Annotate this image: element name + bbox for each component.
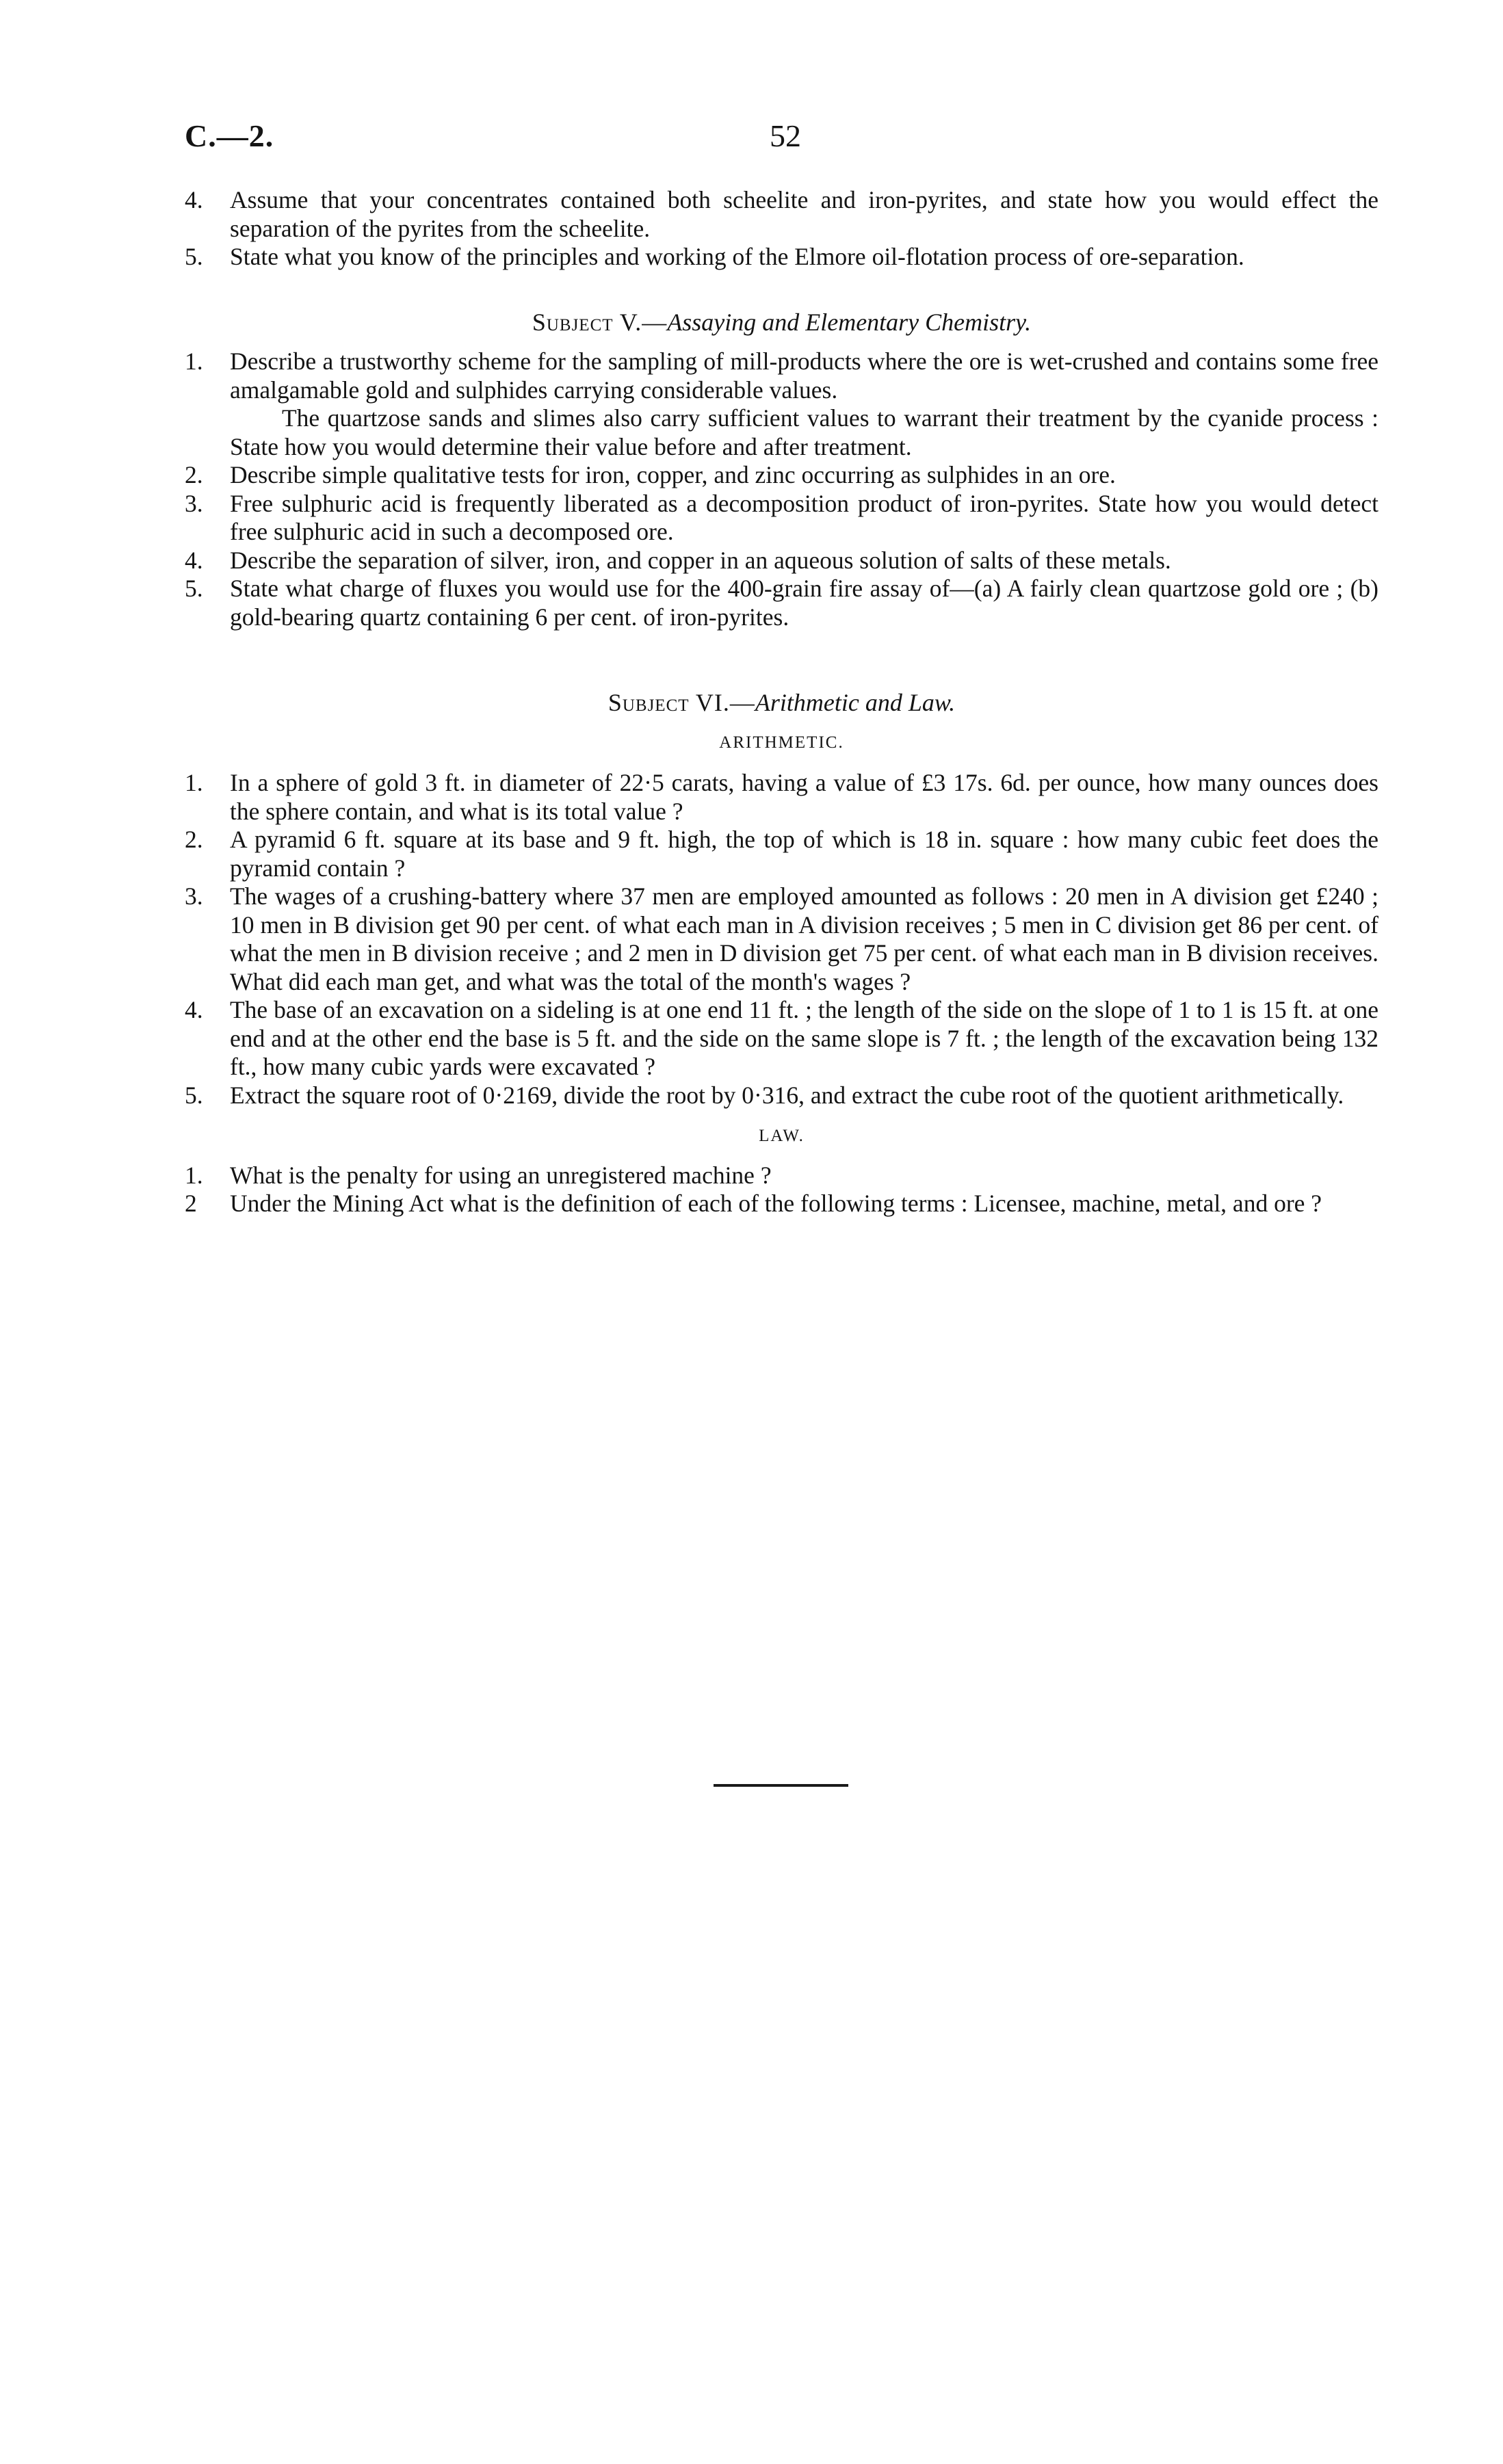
section-heading-arithmetic: ARITHMETIC. [719, 733, 844, 752]
subject-prefix: Subject VI.— [607, 689, 755, 716]
question-item [185, 186, 1378, 243]
question-text: Describe the separation of silver, iron, and copper in an aqueous solution of salts of these metals. [230, 546, 1171, 574]
question-number: 2. [185, 826, 203, 853]
question-number: 1. [185, 1161, 203, 1189]
subject-title: Assaying and Elementary Chemistry. [667, 308, 1032, 336]
question-text: Assume that your concentrates contained both scheelite and iron-pyrites, and state how you would effect the separation of the pyrites from the scheelite. [230, 186, 1378, 242]
subject-heading [185, 689, 1378, 718]
question-item [185, 243, 1378, 272]
question-number: 5. [185, 575, 203, 602]
question-text: Extract the square root of 0·2169, divide the root by 0·316, and extract the cube root of the quotient arithmetically. [230, 1081, 1344, 1109]
question-item [185, 769, 1378, 826]
question-text: Under the Mining Act what is the definition of each of the following terms : Licensee, machine, metal, and ore ? [230, 1190, 1322, 1217]
question-text: What is the penalty for using an unregistered machine ? [230, 1161, 772, 1189]
question-number: 3. [185, 489, 203, 517]
question-item [185, 826, 1378, 882]
question-number: 1. [185, 348, 203, 375]
question-text: Free sulphuric acid is frequently liberated as a decomposition product of iron-pyrites. State how you would detect free sulphuric acid in such a decomposed ore. [230, 489, 1378, 545]
question-item [185, 490, 1378, 547]
question-item [185, 882, 1378, 996]
question-text: Describe simple qualitative tests for iron, copper, and zinc occurring as sulphides in an ore. [230, 461, 1116, 488]
subject-title: Arithmetic and Law. [755, 689, 956, 716]
question-item [185, 348, 1378, 461]
question-number: 4. [185, 546, 203, 574]
question-item [185, 1082, 1378, 1110]
question-item [185, 996, 1378, 1082]
question-number: 5. [185, 1081, 203, 1109]
question-item [185, 575, 1378, 631]
page-content [185, 186, 1378, 1218]
question-number: 5. [185, 243, 203, 270]
question-text: State what you know of the principles and working of the Elmore oil-flotation process of ore-separation. [230, 243, 1244, 270]
section-heading-law: LAW. [759, 1127, 805, 1145]
closing-rule [714, 1784, 848, 1787]
question-text: In a sphere of gold 3 ft. in diameter of 22·5 carats, having a value of £3 17s. 6d. per ounce, how many ounces does the sphere contain, and what is its total value ? [230, 769, 1378, 825]
question-number: 2. [185, 461, 203, 488]
question-item [185, 1190, 1378, 1218]
question-number: 2 [185, 1190, 197, 1217]
question-text-continued: The quartzose sands and slimes also carry sufficient values to warrant their treatment by the cyanide process : State how you would determine their value before and after treatment. [230, 404, 1378, 460]
question-text: Describe a trustworthy scheme for the sampling of mill-products where the ore is wet-crushed and contains some free amalgamable gold and sulphides carrying considerable values. [230, 348, 1378, 404]
question-number: 1. [185, 769, 203, 796]
question-number: 4. [185, 186, 203, 213]
question-item [185, 461, 1378, 490]
question-text: The wages of a crushing-battery where 37 men are employed amounted as follows : 20 men in A division get £240 ; 10 men in B division get 90 per cent. of what each man in A division receives ; 5 men in C division get 86 per cent. of what the men in B division receive ; and 2 men in D division get 75 per cent. of what each man in B division receives. What did each man get, and what was the total of the month's wages ? [230, 882, 1378, 995]
page-header [185, 118, 1375, 159]
question-number: 3. [185, 882, 203, 910]
subject-heading [185, 309, 1378, 337]
question-number: 4. [185, 996, 203, 1023]
question-item [185, 1162, 1378, 1190]
question-item [185, 547, 1378, 575]
question-text: State what charge of fluxes you would use for the 400-grain fire assay of—(a) A fairly clean quartzose gold ore ; (b) gold-bearing quartz containing 6 per cent. of iron-pyrites. [230, 575, 1378, 631]
document-reference: C.—2. [185, 118, 274, 153]
page-number: 52 [770, 118, 801, 153]
subject-prefix: Subject V.— [532, 308, 668, 336]
question-text: A pyramid 6 ft. square at its base and 9 ft. high, the top of which is 18 in. square : how many cubic feet does the pyramid contain ? [230, 826, 1378, 882]
question-text: The base of an excavation on a sideling is at one end 11 ft. ; the length of the side on the slope of 1 to 1 is 15 ft. at one end and at the other end the base is 5 ft. and the side on the same slope is 7 ft. ; the length of the excavation being 132 ft., how many cubic yards were excavated ? [230, 996, 1378, 1080]
